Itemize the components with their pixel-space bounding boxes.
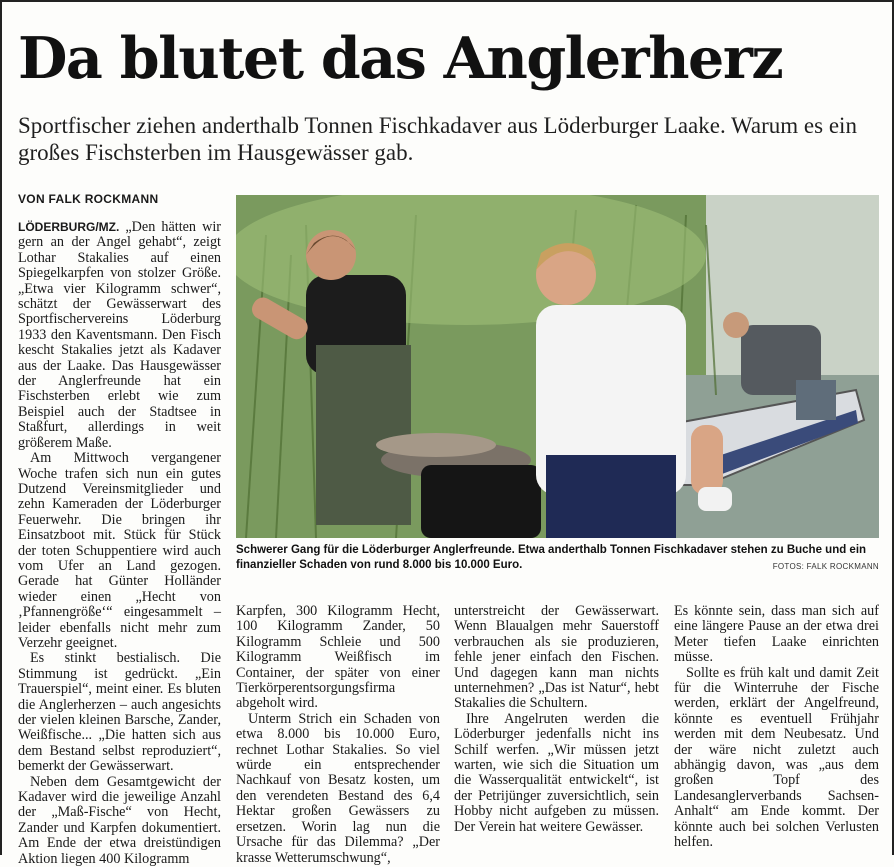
- photo-illustration: [236, 195, 879, 538]
- article-photo: [236, 195, 879, 538]
- dateline: LÖDERBURG/MZ.: [18, 220, 120, 234]
- paragraph-text: „Den hätten wir gern an der Angel gehabt“, zeigt Lothar Stakalies auf einen Spiegelkarpfen von stolzer Größe. „Etwa vier Kilogramm schwer“, schätzt der Gewässerwart des Sportfischervereins Löderburg 1933 den Kaventsmann. Den Fisch kescht Stakalies jetzt als Kadaver aus der Laake. Das Hausgewässer der Anglerfreunde hat ein Fischsterben erlebt wie zum Beispiel auch der Stadtsee in Staßfurt, allerdings in weit größerem Maße.: [18, 219, 221, 451]
- paragraph: [18, 220, 221, 451]
- paragraph: Es stinkt bestialisch. Die Stimmung ist gedrückt. „Ein Trauerspiel“, meint einer. Es bluten die Anglerherzen – auch angesichts der vielen kleinen Barsche, Zander, Weißfische... „Die hatten sich aus dem Bestand selbst reproduziert“, bemerkt der Gewässerwart.: [18, 650, 221, 775]
- article-column-2: [236, 604, 440, 866]
- article-subheadline: Sportfischer ziehen anderthalb Tonnen Fischkadaver aus Löderburger Laake. Warum es ein großes Fischsterben im Hausgewässer gab.: [18, 113, 857, 165]
- paragraph: Es könnte sein, dass man sich auf eine längere Pause an der etwa drei Meter tiefen Laake einrichten müsse.: [674, 603, 879, 666]
- photo-credit: FOTOS: FALK ROCKMANN: [772, 562, 879, 571]
- paragraph: Am Mittwoch vergangener Woche trafen sich nun ein gutes Dutzend Vereinsmitglieder und zehn Kameraden der Löderburger Feuerwehr. Die bringen ihr Einsatzboot mit. Stück für Stück der toten Schuppentiere wird auch vom Ufer an Land gezogen. Gerade hat Günter Holländer wieder einen „Hecht von ‚Pfannengröße‘“ eingesammelt – leider ebenfalls nicht mehr zum Verzehr geeignet.: [18, 450, 221, 651]
- top-rule: [0, 0, 894, 2]
- paragraph: Karpfen, 300 Kilogramm Hecht, 100 Kilogramm Zander, 50 Kilogramm Schleie und 500 Kilogramm Weißfisch im Container, der später von einer Tierkörperentsorgungsfirma abgeholt wird.: [236, 603, 440, 712]
- paragraph: unterstreicht der Gewässerwart. Wenn Blaualgen mehr Sauerstoff verbrauchen als sie produzieren, fehle jener einfach den Fischen. Und dagegen kann man nichts unternehmen? „Das ist Natur“, hebt Stakalies die Schultern.: [454, 603, 659, 712]
- paragraph: Sollte es früh kalt und damit Zeit für die Winterruhe der Fische werden, erklärt der Angelfreund, könnte es eventuell Frühjahr werden mit dem Neubesatz. Und der wäre nicht zuletzt auch abhängig davon, was „aus dem großen Topf des Landesanglerverbands Sachsen-Anhalt“ am Ende kommt. Der könnte auch bei solchen Verlusten helfen.: [674, 664, 879, 851]
- article-headline: Da blutet das Anglerherz: [18, 25, 783, 92]
- paragraph: Unterm Strich ein Schaden von etwa 8.000 bis 10.000 Euro, rechnet Lothar Stakalies. So viel würde ein entsprechender Nachkauf von Besatz kosten, um den verendeten Bestand des 6,4 Hektar großen Gewässers zu ersetzen. Worin lag nun die Ursache für das Dilemma? „Der krasse Wetterumschwung“,: [236, 710, 440, 866]
- paragraph: Ihre Angelruten werden die Löderburger jedenfalls nicht ins Schilf werfen. „Wir müssen jetzt warten, wie sich die Situation um die Wasserqualität entwickelt“, ist der Petrijünger zuversichtlich, sein Hobby nicht aufgeben zu müssen. Der Verein hat weitere Gewässer.: [454, 710, 659, 835]
- article-column-4: [674, 604, 879, 851]
- article-column-3: [454, 604, 659, 835]
- paragraph: Neben dem Gesamtgewicht der Kadaver wird die jeweilige Anzahl der „Maß-Fische“ von Hecht, Zander und Karpfen dokumentiert. Am Ende der etwa dreistündigen Aktion liegen 400 Kilogramm: [18, 773, 221, 867]
- article-column-1: [18, 220, 221, 867]
- article-byline: VON FALK ROCKMANN: [18, 192, 159, 206]
- photo-caption: Schwerer Gang für die Löderburger Anglerfreunde. Etwa anderthalb Tonnen Fischkadaver stehen zu Buche und ein finanzieller Schaden von rund 8.000 bis 10.000 Euro.: [236, 544, 867, 571]
- left-rule: [0, 0, 2, 855]
